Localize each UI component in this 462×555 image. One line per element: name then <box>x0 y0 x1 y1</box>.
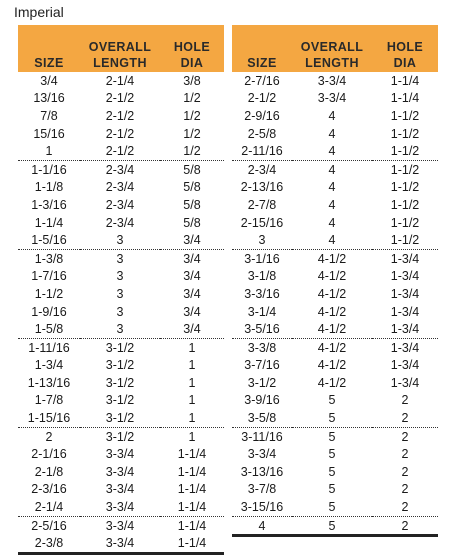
table-row <box>18 374 224 392</box>
hole-dia-cell: 5/8 <box>183 197 201 212</box>
overall-length-cell: 5 <box>292 409 372 427</box>
overall-length-cell: 4 <box>328 126 336 141</box>
overall-length-cell: 2-3/4 <box>105 162 135 177</box>
overall-length-cell: 3 <box>116 286 124 301</box>
size-cell: 1-3/8 <box>34 251 64 266</box>
table-row <box>18 125 224 143</box>
size-cell: 2-5/16 <box>31 518 67 533</box>
overall-length-cell: 4-1/2 <box>292 320 372 338</box>
table-row <box>18 320 224 338</box>
size-header: SIZE <box>232 25 292 72</box>
size-cell: 1-5/16 <box>18 231 80 249</box>
size-cell: 2-7/8 <box>247 197 277 212</box>
overall-length-cell: 3-1/2 <box>80 409 160 427</box>
hole-dia-cell: 3/4 <box>183 286 201 301</box>
size-table-right <box>232 25 438 537</box>
size-cell: 1-11/16 <box>28 340 70 355</box>
table-row <box>232 463 438 481</box>
size-cell: 2-3/4 <box>247 162 277 177</box>
size-cell: 1-13/16 <box>27 375 71 390</box>
page-title: Imperial <box>14 4 64 20</box>
overall-length-cell: 2-3/4 <box>105 215 135 230</box>
table-row <box>232 498 438 516</box>
hole-dia-cell: 5/8 <box>183 180 201 195</box>
overall-length-cell: 3 <box>80 231 160 249</box>
hole-dia-cell: 3/4 <box>183 269 201 284</box>
table-row <box>18 303 224 321</box>
overall-length-cell: 5 <box>328 393 336 408</box>
overall-length-cell: 3 <box>116 304 124 319</box>
overall-length-cell: 4-1/2 <box>317 286 347 301</box>
table-row <box>232 303 438 321</box>
overall-length-cell: 3-3/4 <box>317 91 347 106</box>
overall-length-cell: 3-3/4 <box>105 518 135 533</box>
hole-dia-cell: 1-1/2 <box>372 231 438 249</box>
overall-length-cell: 5 <box>292 498 372 516</box>
size-cell: 3-11/16 <box>241 429 283 444</box>
size-cell: 1-5/8 <box>18 320 80 338</box>
size-header: SIZE <box>18 25 80 72</box>
table-row <box>18 249 224 267</box>
table-row <box>18 534 224 553</box>
overall-length-cell: 4-1/2 <box>317 358 347 373</box>
size-cell: 2-11/16 <box>232 142 292 160</box>
table-row <box>232 179 438 197</box>
table-row <box>232 107 438 125</box>
overall-length-cell: 5 <box>328 429 336 444</box>
size-cell: 3-1/4 <box>247 304 277 319</box>
table-row <box>232 231 438 249</box>
overall-length-cell: 3-3/4 <box>317 73 347 88</box>
size-cell: 3-1/8 <box>247 269 277 284</box>
size-cell: 15/16 <box>33 126 65 141</box>
hole-dia-cell: 2 <box>401 429 409 444</box>
hole-dia-cell: 3/4 <box>160 320 224 338</box>
overall-length-cell: 5 <box>328 447 336 462</box>
hole-dia-cell: 5/8 <box>183 215 201 230</box>
overall-length-cell: 3-1/2 <box>105 429 135 444</box>
size-cell: 3-1/16 <box>244 251 280 266</box>
hole-dia-cell: 1-1/4 <box>177 447 207 462</box>
table-row <box>18 268 224 286</box>
table-row <box>18 338 224 356</box>
size-cell: 3-9/16 <box>244 393 280 408</box>
hole-dia-cell: 1-1/2 <box>390 197 420 212</box>
hole-dia-cell: 2 <box>401 393 409 408</box>
table-row <box>232 445 438 463</box>
table-row <box>232 196 438 214</box>
overall-length-cell: 3-3/4 <box>105 464 135 479</box>
overall-length-cell: 4-1/2 <box>317 375 347 390</box>
size-cell: 3-3/8 <box>247 340 277 355</box>
hole-dia-cell: 3/4 <box>183 304 201 319</box>
hole-dia-cell: 3/4 <box>160 231 224 249</box>
size-cell: 7/8 <box>40 108 58 123</box>
hole-dia-cell: 2 <box>372 516 438 536</box>
hole-dia-cell: 1-1/2 <box>390 215 420 230</box>
overall-length-cell: 5 <box>292 516 372 536</box>
table-row <box>232 338 438 356</box>
table-row <box>232 125 438 143</box>
table-row <box>18 90 224 108</box>
size-cell: 3/4 <box>40 73 58 88</box>
table-row <box>18 214 224 232</box>
size-cell: 2-1/16 <box>31 447 67 462</box>
size-cell: 2-7/16 <box>244 73 280 88</box>
overall-length-cell: 3-1/2 <box>105 375 135 390</box>
size-cell: 3-3/4 <box>247 447 277 462</box>
size-cell: 3-5/16 <box>232 320 292 338</box>
table-row <box>18 445 224 463</box>
hole-dia-cell: 1/2 <box>183 108 201 123</box>
hole-dia-header: HOLE DIA <box>160 25 224 72</box>
overall-length-cell: 5 <box>328 464 336 479</box>
overall-length-cell: 4-1/2 <box>317 304 347 319</box>
overall-length-cell: 5 <box>328 482 336 497</box>
hole-dia-cell: 1 <box>188 358 196 373</box>
size-cell: 2-1/2 <box>247 91 277 106</box>
table-row <box>18 196 224 214</box>
overall-length-cell: 2-1/2 <box>105 108 135 123</box>
table-row <box>232 320 438 338</box>
overall-length-cell: 4-1/2 <box>317 269 347 284</box>
table-row <box>18 160 224 178</box>
hole-dia-cell: 1/2 <box>183 91 201 106</box>
size-table-left <box>18 25 224 555</box>
size-cell: 2-1/4 <box>18 498 80 516</box>
table-row <box>232 516 438 536</box>
overall-length-cell: 4 <box>292 142 372 160</box>
table-row <box>18 498 224 516</box>
table-row <box>18 516 224 534</box>
overall-length-cell: 4 <box>328 108 336 123</box>
size-cell: 2-3/16 <box>31 482 67 497</box>
size-cell: 2-13/16 <box>240 180 284 195</box>
table-row <box>232 72 438 90</box>
size-cell: 1-9/16 <box>31 304 67 319</box>
hole-dia-cell: 1-3/4 <box>390 358 420 373</box>
table-row <box>232 285 438 303</box>
overall-length-cell: 2-1/2 <box>105 91 135 106</box>
size-cell: 3-3/16 <box>244 286 280 301</box>
table-row <box>232 392 438 410</box>
hole-dia-cell: 1-1/4 <box>177 518 207 533</box>
table-row <box>18 142 224 160</box>
overall-length-header: OVERALL LENGTH <box>80 25 160 72</box>
overall-length-cell: 3 <box>116 269 124 284</box>
hole-dia-cell: 1 <box>188 340 196 355</box>
size-cell: 3-7/8 <box>247 482 277 497</box>
hole-dia-cell: 1-3/4 <box>390 269 420 284</box>
size-cell: 1-7/8 <box>34 393 64 408</box>
hole-dia-cell: 1-1/4 <box>160 498 224 516</box>
hole-dia-cell: 1-3/4 <box>390 286 420 301</box>
size-cell: 2-9/16 <box>244 108 280 123</box>
table-row <box>18 392 224 410</box>
header-row <box>18 25 224 72</box>
hole-dia-cell: 1 <box>160 409 224 427</box>
size-cell: 13/16 <box>33 91 65 106</box>
size-cell: 3-5/8 <box>232 409 292 427</box>
size-cell: 2-15/16 <box>240 215 284 230</box>
hole-dia-cell: 1-1/2 <box>390 108 420 123</box>
overall-length-cell: 4 <box>292 231 372 249</box>
table-row <box>232 160 438 178</box>
size-cell: 1 <box>18 142 80 160</box>
hole-dia-cell: 1-1/4 <box>390 73 420 88</box>
hole-dia-cell: 1-1/2 <box>372 142 438 160</box>
hole-dia-cell: 2 <box>401 447 409 462</box>
hole-dia-cell: 1-1/4 <box>390 91 420 106</box>
size-cell: 1-15/16 <box>18 409 80 427</box>
hole-dia-cell: 1-3/4 <box>390 375 420 390</box>
table-row <box>18 179 224 197</box>
overall-length-cell: 3 <box>116 251 124 266</box>
table-row <box>232 90 438 108</box>
hole-dia-cell: 1-1/2 <box>390 126 420 141</box>
hole-dia-cell: 2 <box>372 498 438 516</box>
size-cell: 1-3/4 <box>34 358 64 373</box>
hole-dia-cell: 1 <box>188 393 196 408</box>
overall-length-cell: 4-1/2 <box>317 251 347 266</box>
hole-dia-cell: 1-3/4 <box>390 251 420 266</box>
size-cell: 3-13/16 <box>240 464 284 479</box>
hole-dia-cell: 1-1/4 <box>160 534 224 553</box>
overall-length-cell: 3-3/4 <box>80 534 160 553</box>
hole-dia-cell: 2 <box>372 409 438 427</box>
hole-dia-cell: 3/4 <box>183 251 201 266</box>
size-cell: 1-1/4 <box>34 215 64 230</box>
size-cell: 3 <box>232 231 292 249</box>
hole-dia-cell: 1-1/2 <box>390 162 420 177</box>
overall-length-cell: 4 <box>328 197 336 212</box>
size-cell: 1-3/16 <box>31 197 67 212</box>
table-row <box>232 357 438 375</box>
hole-dia-cell: 1/2 <box>160 142 224 160</box>
table-row <box>232 214 438 232</box>
table-row <box>232 409 438 427</box>
overall-length-cell: 2-1/2 <box>105 126 135 141</box>
overall-length-cell: 3-3/4 <box>105 447 135 462</box>
overall-length-header: OVERALL LENGTH <box>292 25 372 72</box>
hole-dia-cell: 1-1/4 <box>177 464 207 479</box>
hole-dia-cell: 1-3/4 <box>390 304 420 319</box>
size-cell: 1-1/16 <box>31 162 67 177</box>
overall-length-cell: 4-1/2 <box>317 340 347 355</box>
hole-dia-cell: 2 <box>401 464 409 479</box>
table-row <box>232 249 438 267</box>
table-row <box>232 268 438 286</box>
table-row <box>232 481 438 499</box>
hole-dia-cell: 1 <box>188 375 196 390</box>
size-cell: 2-5/8 <box>247 126 277 141</box>
table-row <box>18 107 224 125</box>
table-row <box>18 72 224 90</box>
hole-dia-cell: 1-3/4 <box>390 340 420 355</box>
table-row <box>18 427 224 445</box>
overall-length-cell: 3-1/2 <box>105 340 135 355</box>
size-cell: 2 <box>45 429 53 444</box>
table-row <box>18 409 224 427</box>
table-row <box>232 374 438 392</box>
size-cell: 2-3/8 <box>18 534 80 553</box>
hole-dia-cell: 1 <box>188 429 196 444</box>
table-row <box>18 231 224 249</box>
hole-dia-cell: 1-1/4 <box>177 482 207 497</box>
hole-dia-cell: 5/8 <box>183 162 201 177</box>
overall-length-cell: 3-1/2 <box>105 358 135 373</box>
overall-length-cell: 3-1/2 <box>105 393 135 408</box>
size-cell: 1-1/2 <box>34 286 64 301</box>
overall-length-cell: 3-3/4 <box>105 482 135 497</box>
overall-length-cell: 4 <box>328 162 336 177</box>
hole-dia-cell: 1/2 <box>183 126 201 141</box>
table-row <box>232 142 438 160</box>
overall-length-cell: 2-1/2 <box>80 142 160 160</box>
overall-length-cell: 2-1/4 <box>105 73 135 88</box>
hole-dia-cell: 1-1/2 <box>390 180 420 195</box>
size-cell: 3-1/2 <box>247 375 277 390</box>
size-cell: 2-1/8 <box>34 464 64 479</box>
table-row <box>18 463 224 481</box>
hole-dia-cell: 1-3/4 <box>372 320 438 338</box>
hole-dia-cell: 2 <box>401 482 409 497</box>
overall-length-cell: 3-3/4 <box>80 498 160 516</box>
table-row <box>18 481 224 499</box>
size-cell: 3-15/16 <box>232 498 292 516</box>
size-cell: 4 <box>232 516 292 536</box>
overall-length-cell: 4 <box>328 215 336 230</box>
overall-length-cell: 4 <box>328 180 336 195</box>
size-cell: 1-7/16 <box>31 269 67 284</box>
table-row <box>18 357 224 375</box>
overall-length-cell: 2-3/4 <box>105 197 135 212</box>
header-row <box>232 25 438 72</box>
table-row <box>18 285 224 303</box>
size-cell: 1-1/8 <box>34 180 64 195</box>
hole-dia-cell: 3/8 <box>183 73 201 88</box>
overall-length-cell: 3 <box>80 320 160 338</box>
overall-length-cell: 2-3/4 <box>105 180 135 195</box>
hole-dia-header: HOLE DIA <box>372 25 438 72</box>
table-row <box>232 427 438 445</box>
size-cell: 3-7/16 <box>244 358 280 373</box>
